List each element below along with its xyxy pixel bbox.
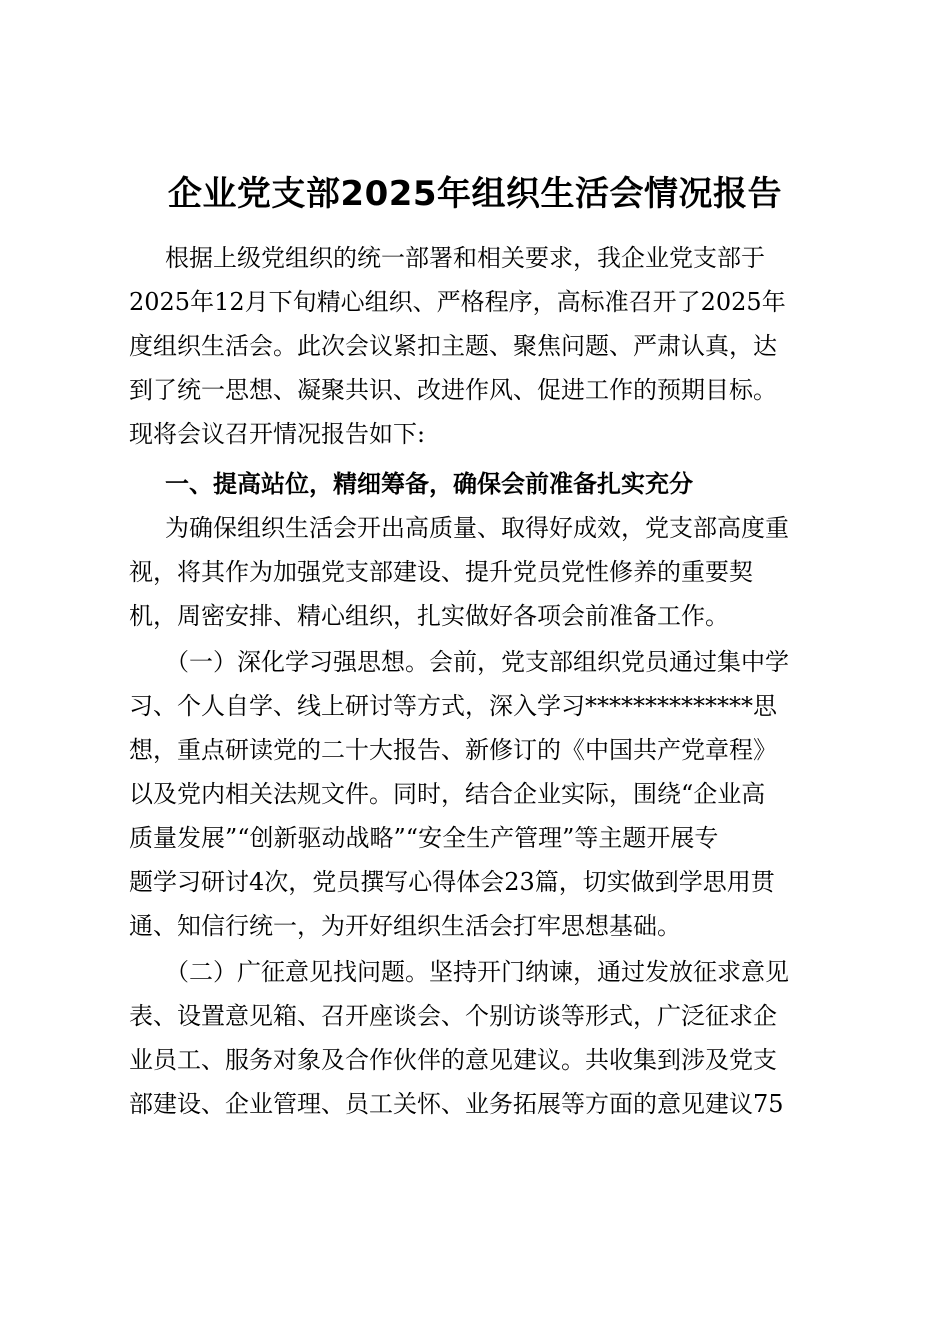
- paragraph-line: 业员工、服务对象及合作伙伴的意见建议。共收集到涉及党支: [129, 1046, 777, 1074]
- paragraph-line: 2025年12月下旬精心组织、严格程序，高标准召开了2025年: [129, 288, 786, 316]
- paragraph-line: 部建设、企业管理、员工关怀、业务拓展等方面的意见建议75: [129, 1090, 784, 1118]
- paragraph-line: （二）广征意见找问题。坚持开门纳谏，通过发放征求意见: [165, 958, 789, 986]
- document-title: 企业党支部2025年组织生活会情况报告: [167, 174, 783, 214]
- paragraph-line: 以及党内相关法规文件。同时，结合企业实际，围绕“企业高: [129, 780, 766, 808]
- paragraph-line: 为确保组织生活会开出高质量、取得好成效，党支部高度重: [165, 514, 789, 542]
- section-heading: 一、提高站位，精细筹备，确保会前准备扎实充分: [165, 469, 693, 498]
- paragraph-line: 视，将其作为加强党支部建设、提升党员党性修养的重要契: [129, 558, 753, 586]
- paragraph-line: 表、设置意见箱、召开座谈会、个别访谈等形式，广泛征求企: [129, 1002, 777, 1030]
- paragraph-line: 机，周密安排、精心组织，扎实做好各项会前准备工作。: [129, 602, 729, 630]
- paragraph-line: 度组织生活会。此次会议紧扣主题、聚焦问题、严肃认真，达: [129, 332, 777, 360]
- paragraph-line: 现将会议召开情况报告如下:: [129, 420, 426, 448]
- paragraph-line: 根据上级党组织的统一部署和相关要求，我企业党支部于: [165, 244, 765, 272]
- paragraph-line: 到了统一思想、凝聚共识、改进作风、促进工作的预期目标。: [129, 376, 777, 404]
- paragraph-line: 题学习研讨4次，党员撰写心得体会23篇，切实做到学思用贯: [129, 868, 775, 896]
- paragraph-line: （一）深化学习强思想。会前，党支部组织党员通过集中学: [165, 648, 789, 676]
- paragraph-line: 通、知信行统一，为开好组织生活会打牢思想基础。: [129, 912, 681, 940]
- paragraph-line: 想，重点研读党的二十大报告、新修订的《中国共产党章程》: [129, 736, 777, 764]
- paragraph-line: 习、个人自学、线上研讨等方式，深入学习**************思: [129, 692, 777, 720]
- paragraph-line: 质量发展”“创新驱动战略”“安全生产管理”等主题开展专: [129, 824, 719, 852]
